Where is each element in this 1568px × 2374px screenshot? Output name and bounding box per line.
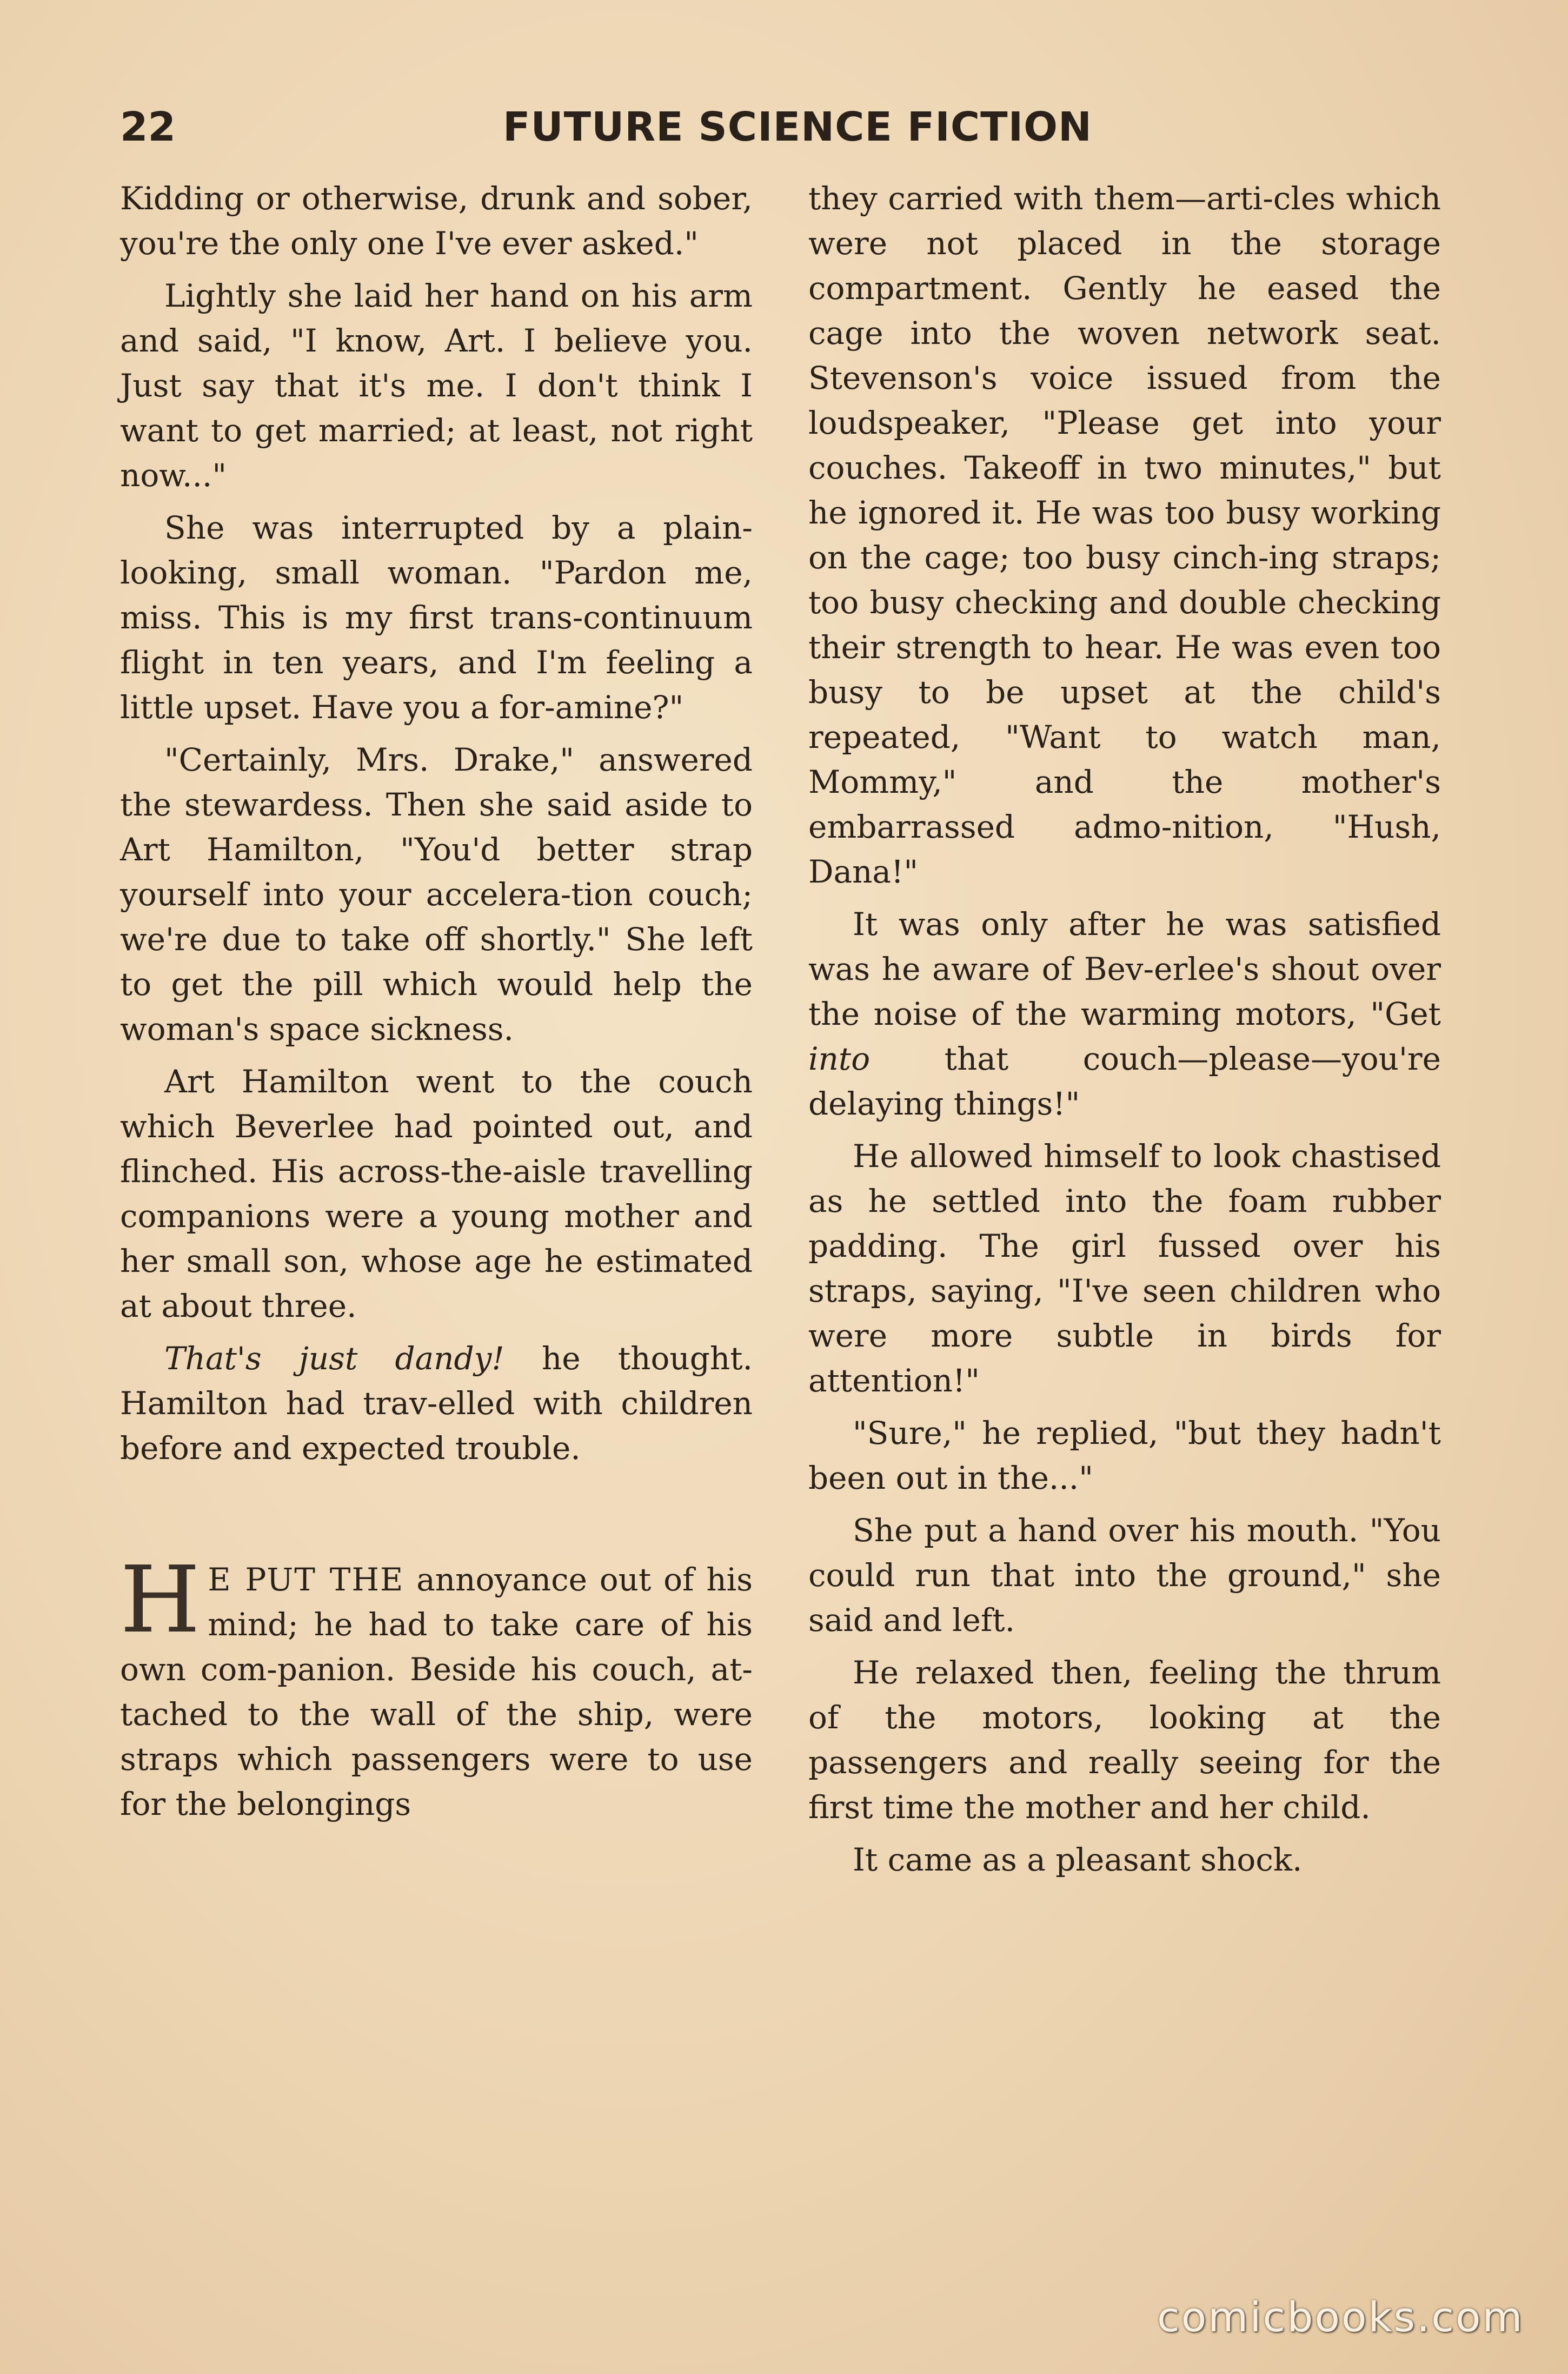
paragraph: He allowed himself to look chastised as he settled into the foam rubber padding. The girl fussed over his straps, saying, "I've seen children who were more subtle in birds for attention!" <box>808 1138 1441 1399</box>
right-column <box>808 176 1441 1890</box>
page-header <box>0 97 1568 157</box>
paragraph: they carried with them—arti-cles which were not placed in the storage compartment. Gently he eased the cage into the woven network seat. Stevenson's voice issued from the loudspeaker, "Please get into your couches. Takeoff in two minutes," but he ignored it. He was too busy working on the cage; too busy cinch-ing straps; too busy checking and double checking their strength to hear. He was even too busy to be upset at the child's repeated, "Want to watch man, Mommy," and the mother's embarrassed admo-nition, "Hush, Dana!" <box>808 180 1441 890</box>
drop-cap: H <box>120 1547 201 1654</box>
paragraph-text: It was only after he was satisfied was he aware of Bev-erlee's shout over the noise of the warming motors, "Get <box>808 906 1441 1032</box>
small-caps-lead: E PUT THE <box>208 1561 404 1598</box>
paragraph: Kidding or otherwise, drunk and sober, you're the only one I've ever asked." <box>120 180 753 262</box>
running-title: FUTURE SCIENCE FICTION <box>503 104 1092 150</box>
paragraph: She put a hand over his mouth. "You could run that into the ground," she said and left. <box>808 1512 1441 1639</box>
paragraph <box>120 1336 753 1471</box>
section-opening-paragraph <box>120 1547 753 1827</box>
paragraph: She was interrupted by a plain-looking, small woman. "Pardon me, miss. This is my first trans-continuum flight in ten years, and I'm feeling a little upset. Have you a for-amine?" <box>120 509 753 726</box>
left-column <box>120 176 753 1834</box>
watermark: comicbooks.com <box>1157 2293 1524 2341</box>
paragraph: Lightly she laid her hand on his arm and said, "I know, Art. I believe you. Just say that it's me. I don't think I want to get married; at least, not right now..." <box>120 277 753 494</box>
paragraph-text: that couch—please—you're delaying things!" <box>808 1040 1441 1122</box>
italic-word: into <box>808 1040 871 1077</box>
paragraph-text: he thought. Hamilton had trav-elled with children before and expected trouble. <box>120 1340 753 1467</box>
paragraph: "Certainly, Mrs. Drake," answered the stewardess. Then she said aside to Art Hamilton, "You'd better strap yourself into your accelera-tion couch; we're due to take off shortly." She left to get the pill which would help the woman's space sickness. <box>120 741 753 1047</box>
paragraph <box>808 902 1441 1126</box>
page-number: 22 <box>120 104 176 150</box>
paragraph: He relaxed then, feeling the thrum of the motors, looking at the passengers and really seeing for the first time the mother and her child. <box>808 1654 1441 1826</box>
italic-thought: That's just dandy! <box>164 1340 504 1377</box>
paragraph: Art Hamilton went to the couch which Beverlee had pointed out, and flinched. His across-the-aisle travelling companions were a young mother and her small son, whose age he estimated at about three. <box>120 1063 753 1324</box>
paragraph-text: annoyance out of his mind; he had to take care of his own com-panion. Beside his couch, at-tached to the wall of the ship, were straps which passengers were to use for the belongings <box>120 1561 753 1822</box>
paragraph: "Sure," he replied, "but they hadn't been out in the..." <box>808 1415 1441 1496</box>
paragraph: It came as a pleasant shock. <box>853 1841 1303 1878</box>
